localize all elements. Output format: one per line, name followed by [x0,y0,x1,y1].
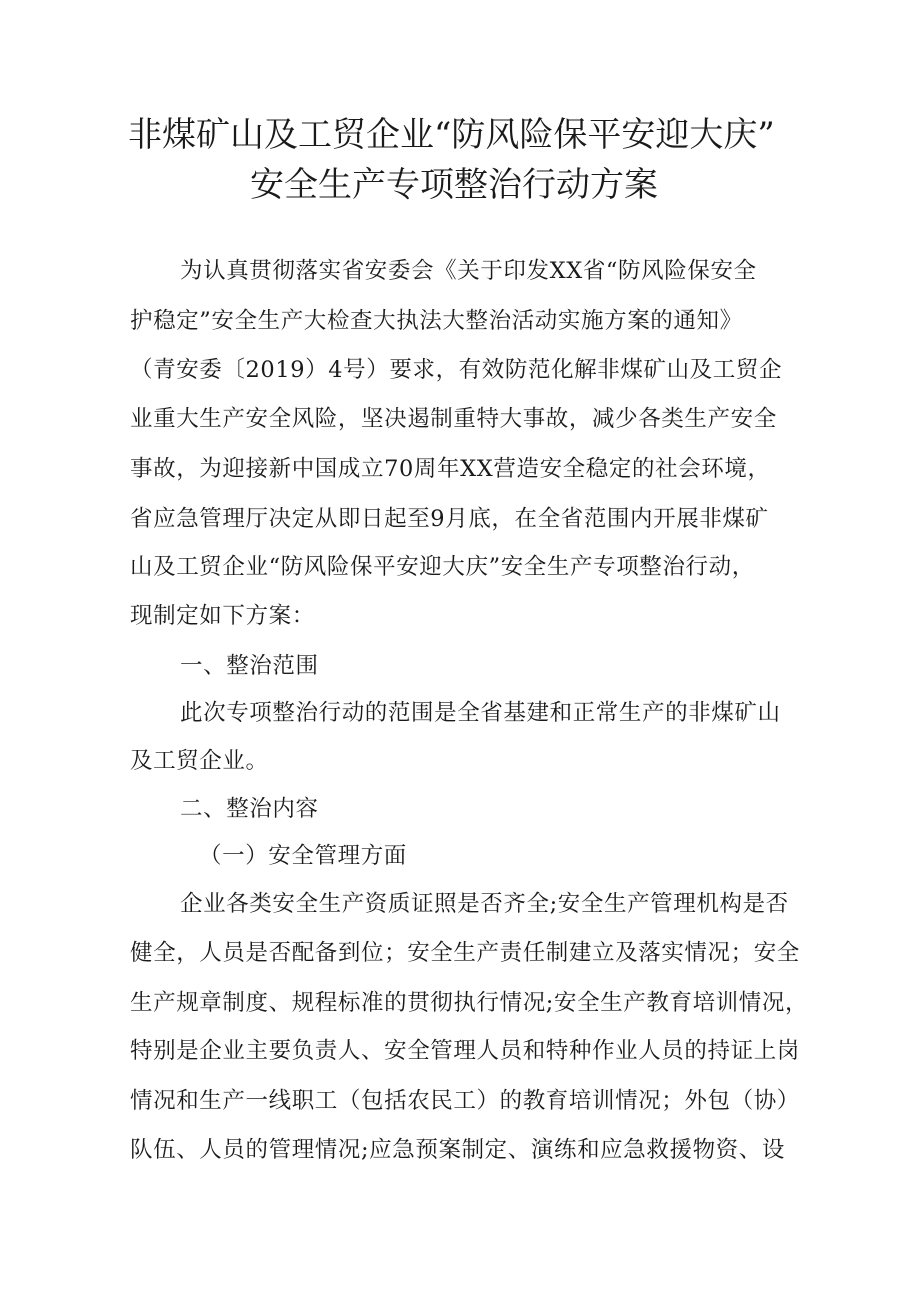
paragraph-line: 护稳定”安全生产大检查大执法大整治活动实施方案的通知》 [130,308,743,334]
paragraph-line: 为认真贯彻落实省安委会《关于印发XX省“防风险保安全 [180,258,757,284]
paragraph-line: 队伍、人员的管理情况;应急预案制定、演练和应急救援物资、设 [130,1137,785,1163]
paragraph-line: 现制定如下方案： [130,603,315,629]
paragraph-line: （青安委〔2019）4号）要求，有效防范化解非煤矿山及工贸企 [130,357,783,383]
paragraph-line: 健全，人员是否配备到位；安全生产责任制建立及落实情况；安全 [130,940,800,966]
document-title-line-1: 非煤矿山及工贸企业“防风险保平安迎大庆” [128,115,775,155]
subsection-heading-management: （一）安全管理方面 [199,843,407,869]
paragraph-line: 特别是企业主要负责人、安全管理人员和特种作业人员的持证上岗 [130,1038,800,1064]
paragraph-line: 企业各类安全生产资质证照是否齐全;安全生产管理机构是否 [180,891,789,917]
paragraph-line: 情况和生产一线职工（包括农民工）的教育培训情况；外包（协） [130,1088,800,1114]
paragraph-line: 生产规章制度、规程标准的贯彻执行情况;安全生产教育培训情况， [130,990,809,1016]
paragraph-line: 业重大生产安全风险，坚决遏制重特大事故，减少各类生产安全 [130,406,777,432]
section-heading-content: 二、整治内容 [180,796,319,822]
paragraph-line: 及工贸企业。 [130,748,269,774]
section-heading-scope: 一、整治范围 [180,653,319,679]
paragraph-line: 此次专项整治行动的范围是全省基建和正常生产的非煤矿山 [180,700,781,726]
document-title-line-2: 安全生产专项整治行动方案 [250,165,658,205]
paragraph-line: 事故，为迎接新中国成立70周年XX营造安全稳定的社会环境， [130,456,771,482]
paragraph-line: 省应急管理厅决定从即日起至9月底，在全省范围内开展非煤矿 [130,506,769,532]
paragraph-line: 山及工贸企业“防风险保平安迎大庆”安全生产专项整治行动， [130,554,755,580]
